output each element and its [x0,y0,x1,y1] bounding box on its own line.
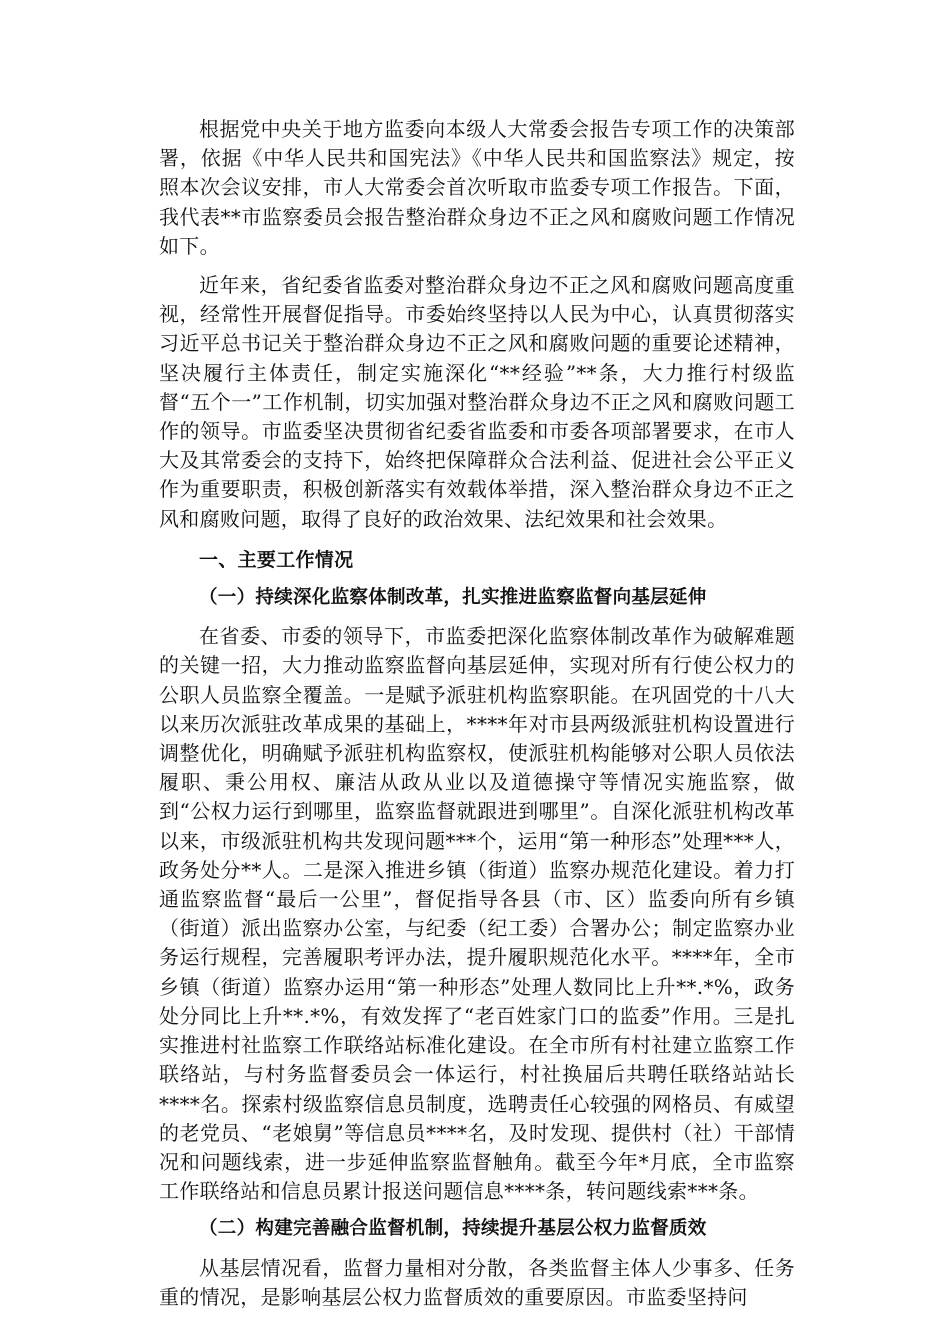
paragraph-intro: 根据党中央关于地方监委向本级人大常委会报告专项工作的决策部署，依据《中华人民共和国宪法》《中华人民共和国监察法》规定，按照本次会议安排，市人大常委会首次听取市监委专项工作报告。下面，我代表**市监察委员会报告整治群众身边不正之风和腐败问题工作情况如下。 [159,117,795,258]
section-heading-main-work: 一、主要工作情况 [199,548,354,571]
paragraph-supervision-reform: 在省委、市委的领导下，市监委把深化监察体制改革作为破解难题的关键一招，大力推动监察监督向基层延伸，实现对所有行使公权力的公职人员监察全覆盖。一是赋予派驻机构监察职能。在巩固党的十八大以来历次派驻改革成果的基础上，****年对市县两级派驻机构设置进行调整优化，明确赋予派驻机构监察权，使派驻机构能够对公职人员依法履职、秉公用权、廉洁从政从业以及道德操守等情况实施监察，做到“公权力运行到哪里，监察监督就跟进到哪里”。自深化派驻机构改革以来，市级派驻机构共发现问题***个，运用“第一种形态”处理***人，政务处分**人。二是深入推进乡镇（街道）监察办规范化建设。着力打通监察监督“最后一公里”，督促指导各县（市、区）监委向所有乡镇（街道）派出监察办公室，与纪委（纪工委）合署办公；制定监察办业务运行规程，完善履职考评办法，提升履职规范化水平。****年，全市乡镇（街道）监察办运用“第一种形态”处理人数同比上升**.*%，政务处分同比上升**.*%，有效发挥了“老百姓家门口的监委”作用。三是扎实推进村社监察工作联络站标准化建设。在全市所有村社建立监察工作联络站，与村务监督委员会一体运行，村社换届后共聘任联络站站长****名。探索村级监察信息员制度，选聘责任心较强的网格员、有威望的老党员、“老娘舅”等信息员****名，及时发现、提供村（社）干部情况和问题线索，进一步延伸监察监督触角。截至今年*月底，全市监察工作联络站和信息员累计报送问题信息****条，转问题线索***条。 [159,624,795,1204]
paragraph-grassroots-supervision: 从基层情况看，监督力量相对分散，各类监督主体人少事多、任务重的情况，是影响基层公权力监督质效的重要原因。市监委坚持问 [159,1255,795,1309]
subsection-heading-2: （二）构建完善融合监督机制，持续提升基层公权力监督质效 [199,1218,707,1240]
paragraph-background: 近年来，省纪委省监委对整治群众身边不正之风和腐败问题高度重视，经常性开展督促指导。市委始终坚持以人民为中心，认真贯彻落实习近平总书记关于整治群众身边不正之风和腐败问题的重要论述精神，坚决履行主体责任，制定实施深化“**经验”**条，大力推行村级监督“五个一”工作机制，切实加强对整治群众身边不正之风和腐败问题工作的领导。市监委坚决贯彻省纪委省监委和市委各项部署要求，在市人大及其常委会的支持下，始终把保障群众合法利益、促进社会公平正义作为重要职责，积极创新落实有效载体举措，深入整治群众身边不正之风和腐败问题，取得了良好的政治效果、法纪效果和社会效果。 [159,273,795,531]
document-body [159,115,795,1312]
subsection-heading-1: （一）持续深化监察体制改革，扎实推进监察监督向基层延伸 [199,587,707,609]
